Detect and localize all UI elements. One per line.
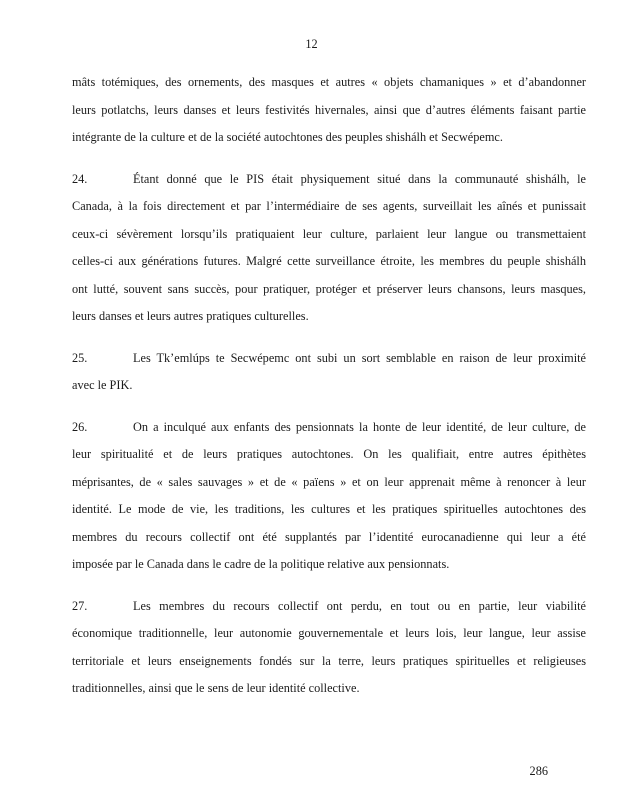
- text-line: leur spiritualité et de leurs pratiques autochtones. On les qualifiait, entre autres épithètes: [72, 447, 586, 461]
- page-number-header: 12: [305, 37, 318, 51]
- text-line: [72, 345, 586, 373]
- paragraph-line-text: Étant donné que le PIS était physiquement situé dans la communauté shishálh, le: [133, 171, 586, 186]
- paragraph-25: [72, 345, 586, 400]
- paragraph-number: 24.: [72, 171, 88, 186]
- paragraph-27: [72, 593, 586, 703]
- text-line: membres du recours collectif ont été supplantés par l’identité eurocanadienne qui leur a été: [72, 529, 586, 544]
- text-line: [72, 166, 586, 194]
- paragraph-24: [72, 166, 586, 331]
- text-line: [72, 414, 586, 442]
- text-line: ont lutté, souvent sans succès, pour pratiquer, protéger et préserver leurs chansons, leurs masques,: [72, 281, 586, 296]
- text-line: leurs potlatchs, leurs danses et leurs festivités hivernales, ainsi que d’autres éléments faisant partie: [72, 102, 586, 117]
- text-line: identité. Le mode de vie, les traditions, les cultures et les pratiques spirituelles autochtones des: [72, 502, 586, 516]
- text-line: [72, 593, 586, 621]
- paragraph-number: 26.: [72, 419, 88, 434]
- paragraph-line-text: On a inculqué aux enfants des pensionnats la honte de leur identité, de leur culture, de: [133, 419, 586, 434]
- text-line: économique traditionnelle, leur autonomie gouvernementale et leurs lois, leur langue, leur assise: [72, 626, 586, 640]
- text-line: celles-ci aux générations futures. Malgré cette surveillance étroite, les membres du peuple shishálh: [72, 254, 586, 268]
- text-line: avec le PIK.: [72, 378, 133, 392]
- text-line: leurs danses et leurs autres pratiques culturelles.: [72, 309, 309, 323]
- text-line: mâts totémiques, des ornements, des masques et autres « objets chamaniques » et d’abandonner: [72, 75, 586, 89]
- text-line: méprisantes, de « sales sauvages » et de « païens » et on leur apprenait même à renoncer à leur: [72, 474, 586, 489]
- text-line: intégrante de la culture et de la société autochtones des peuples shishálh et Secwépemc.: [72, 130, 503, 144]
- paragraph-intro-continuation: [72, 69, 586, 152]
- page-number-footer: 286: [529, 764, 548, 778]
- text-line: Canada, à la fois directement et par l’intermédiaire de ses agents, surveillait les aînés et punissait: [72, 199, 586, 213]
- paragraph-number: 25.: [72, 350, 88, 365]
- paragraph-line-text: Les Tk’emlúps te Secwépemc ont subi un sort semblable en raison de leur proximité: [133, 350, 586, 365]
- paragraph-line-text: Les membres du recours collectif ont perdu, en tout ou en partie, leur viabilité: [133, 598, 586, 613]
- document-body: [72, 69, 586, 717]
- paragraph-number: 27.: [72, 598, 88, 613]
- text-line: ceux-ci sévèrement lorsqu’ils pratiquaient leur culture, parlaient leur langue ou transmettaient: [72, 226, 586, 241]
- text-line: imposée par le Canada dans le cadre de la politique relative aux pensionnats.: [72, 557, 450, 571]
- paragraph-26: [72, 414, 586, 579]
- text-line: territoriale et leurs enseignements fondés sur la terre, leurs pratiques spirituelles et religieuses: [72, 653, 586, 668]
- text-line: traditionnelles, ainsi que le sens de leur identité collective.: [72, 681, 360, 695]
